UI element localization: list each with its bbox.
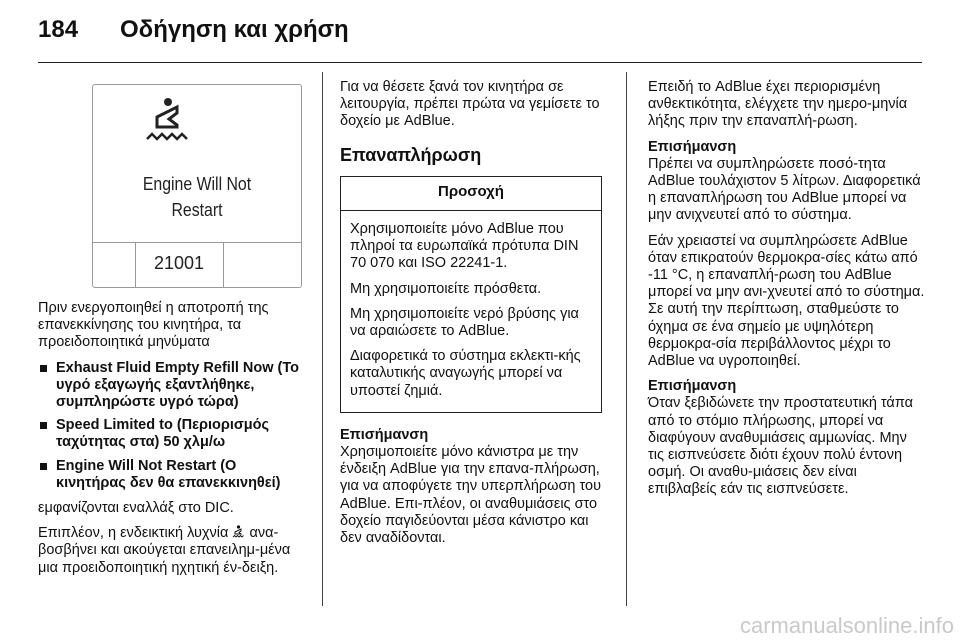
dic-code: 21001	[153, 253, 205, 273]
caution-paragraph: Μη χρησιμοποιείτε νερό βρύσης για να αραιώσετε το AdBlue.	[350, 305, 579, 340]
page-title: Οδήγηση και χρήση	[120, 16, 349, 43]
list-item	[38, 360, 308, 412]
column-3	[648, 79, 926, 507]
caution-paragraph: Μη χρησιμοποιείτε πρόσθετα.	[350, 280, 542, 297]
dic-message-line2: Restart	[171, 200, 223, 220]
caution-title: Προσοχή	[341, 177, 601, 211]
dic-message-line1: Engine Will Not	[142, 174, 252, 194]
dic-status-bar	[93, 242, 301, 287]
col1-text-before-icon: Επιπλέον, η ενδεικτική λυχνία	[38, 525, 229, 542]
column-divider-2	[626, 72, 627, 606]
note-heading: Επισήμανση	[648, 378, 737, 395]
list-item-text: Speed Limited to (Περιορισμός ταχύτητας στα) 50 χλμ/ω	[56, 417, 270, 451]
col1-indicator-paragraph	[38, 525, 308, 577]
fluid-warning-icon	[143, 93, 193, 143]
adblue-indicator-icon	[232, 525, 245, 538]
watermark: carmanualsonline.info	[739, 613, 954, 638]
note-text: Χρησιμοποιείτε μόνο κάνιστρα με την ένδειξη AdBlue για την επανα-πλήρωση, για να αποφύγετε την υπερπλήρωση του AdBlue. Επι-πλέον, οι αναθυμιάσεις στο δοχείο παγιδεύονται μέσα κάνιστρο και δεν αναδίδονται.	[340, 444, 602, 547]
col1-intro: Πριν ενεργοποιηθεί η αποτροπή της επανεκκίνησης του κινητήρα, τα προειδοποιητικά μηνύματα	[38, 300, 269, 351]
dic-cell-divider	[223, 243, 224, 287]
dic-cell-divider	[135, 243, 136, 287]
page-number: 184	[38, 16, 79, 43]
section-heading: Επαναπλήρωση	[340, 144, 482, 165]
dic-display	[92, 84, 302, 288]
col1-after-list: εμφανίζονται εναλλάξ στο DIC.	[38, 500, 234, 517]
list-item-text: Engine Will Not Restart (Ο κινητήρας δεν θα επανεκκινηθεί)	[56, 457, 281, 491]
column-divider-1	[322, 72, 323, 606]
note-heading: Επισήμανση	[340, 426, 429, 443]
note-heading: Επισήμανση	[648, 138, 737, 155]
note-text: Εάν χρειαστεί να συμπληρώσετε AdBlue όταν επικρατούν θερμοκρα-σίες κάτω από -11 °C, η επαναπλή-ρωση του AdBlue μπορεί να μην ανι-χνευτεί από το σύστημα. Σε αυτή την περίπτωση, σταθμεύστε το όχημα σε ένα σημείο με υψηλότερη θερμοκρα-σία περιβάλλοντος μέχρι το AdBlue να υγροποιηθεί.	[648, 232, 925, 370]
note-text: Όταν ξεβιδώνετε την προστατευτική τάπα από το στόμιο πλήρωσης, μπορεί να διαφύγουν αναθυμιάσεις αμμωνίας. Μην τις εισπνεύσετε διότι έχουν πολύ έντονη οσμή. Οι αναθυ-μιάσεις δεν είναι επιβλαβείς εάν τις εισπνεύσετε.	[648, 395, 914, 498]
col3-intro: Επειδή το AdBlue έχει περιορισμένη ανθεκτικότητα, ελέγχετε την ημερο-μηνία λήξης πριν την επαναπλή-ρωση.	[648, 79, 908, 130]
list-item	[38, 417, 308, 451]
col2-intro: Για να θέσετε ξανά τον κινητήρα σε λειτουργία, πρέπει πρώτα να γεμίσετε το δοχείο με AdBlue.	[340, 79, 600, 130]
warning-message-list	[38, 360, 308, 492]
dic-message	[105, 171, 288, 223]
header-rule	[38, 62, 922, 63]
bullet-icon	[40, 422, 47, 429]
note-text: Πρέπει να συμπληρώσετε ποσό-τητα AdBlue τουλάχιστον 5 λίτρων. Διαφορετικά η επαναπλήρωση του AdBlue μπορεί να μην ανιχνευτεί από το σύστημα.	[648, 155, 921, 224]
list-item	[38, 458, 308, 492]
caution-box	[340, 176, 602, 413]
caution-body	[341, 211, 601, 412]
bullet-icon	[40, 463, 47, 470]
list-item-text: Exhaust Fluid Empty Refill Now (Το υγρό εξαγωγής εξαντλήθηκε, συμπληρώστε υγρό τώρα)	[56, 359, 300, 411]
column-2	[340, 79, 608, 555]
caution-paragraph: Διαφορετικά το σύστημα εκλεκτι-κής καταλυτικής αναγωγής μπορεί να υποστεί ζημιά.	[350, 348, 581, 399]
caution-paragraph: Χρησιμοποιείτε μόνο AdBlue που πληροί τα ευρωπαϊκά πρότυπα DIN 70 070 και ISO 22241-1.	[350, 221, 579, 272]
bullet-icon	[40, 365, 47, 372]
col1-text-after-icon: ανα-βοσβήνει και ακούγεται επανειλημ-μένα μια προειδοποιητική ηχητική έν-δειξη.	[38, 525, 291, 576]
column-1	[38, 300, 308, 585]
